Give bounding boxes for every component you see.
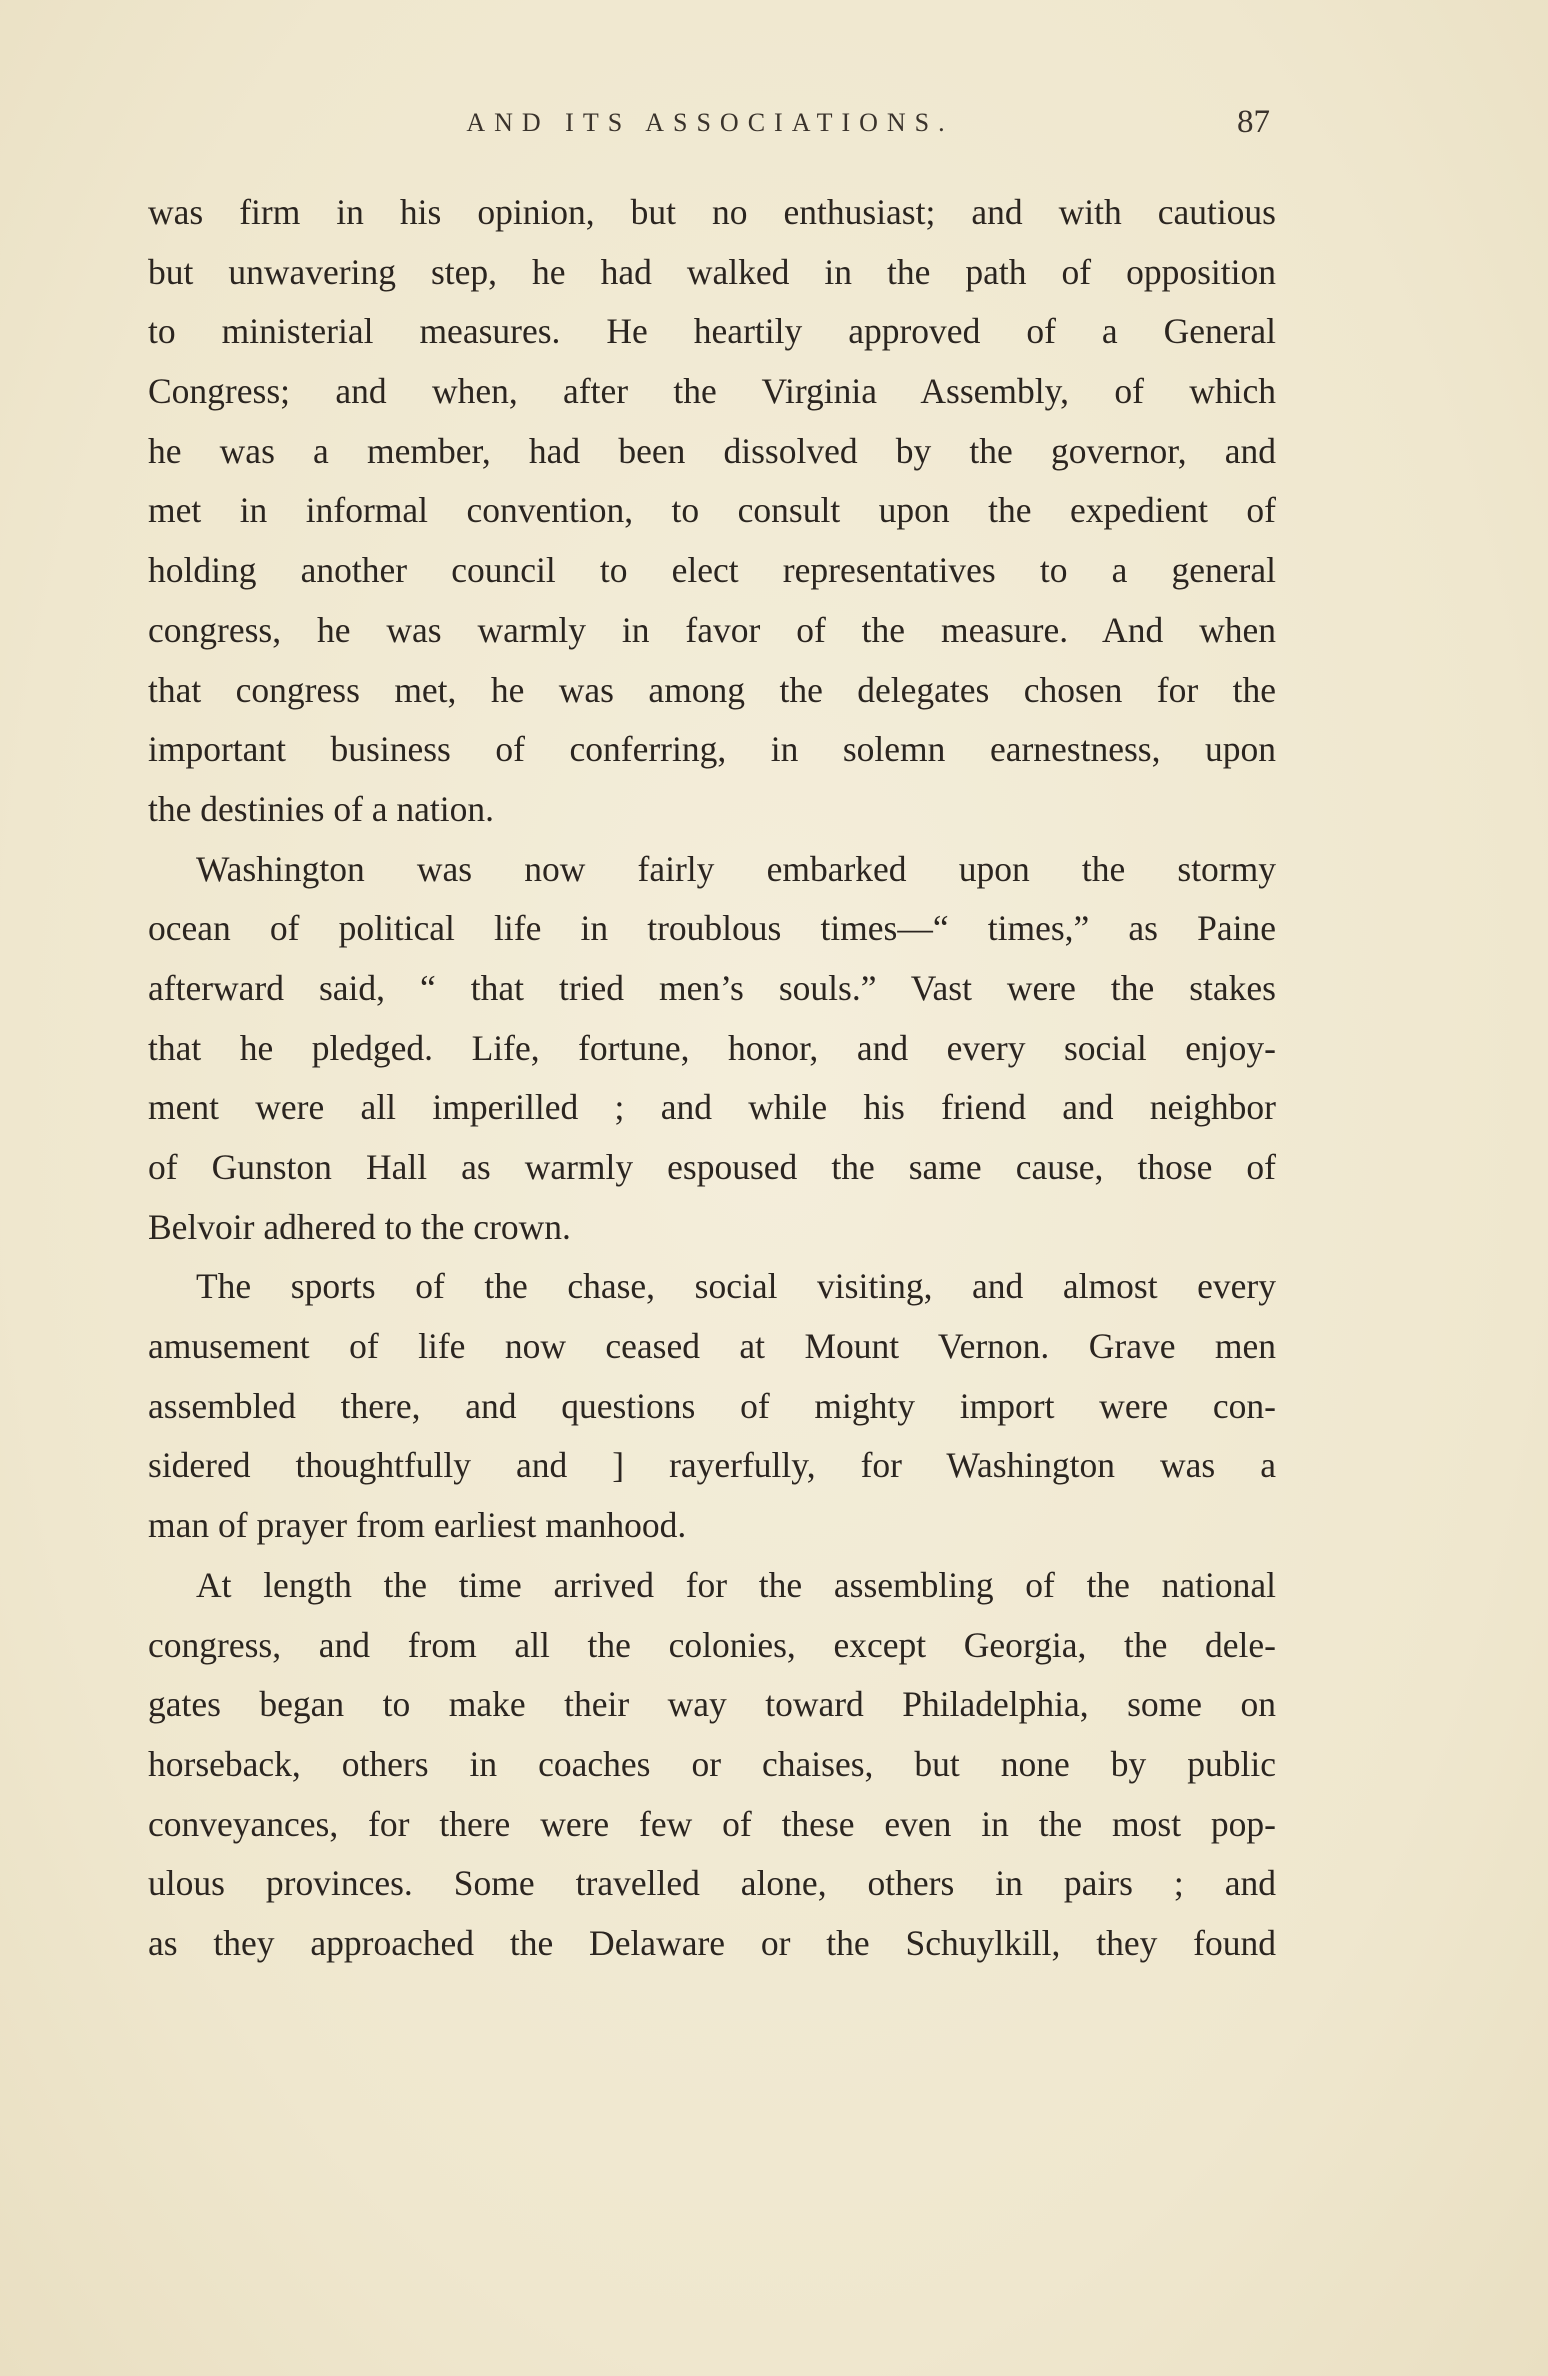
page-number: 87 <box>1237 104 1270 140</box>
text-line: to ministerial measures. He heartily approved of a General <box>148 311 1276 352</box>
text-line: he was a member, had been dissolved by the governor, and <box>148 430 1276 471</box>
paragraph-end-line: man of prayer from earliest manhood. <box>148 1505 687 1546</box>
text-line: congress, and from all the colonies, except Georgia, the dele- <box>148 1624 1276 1665</box>
text-line: holding another council to elect representatives to a general <box>148 550 1276 591</box>
text-line: as they approached the Delaware or the Schuylkill, they found <box>148 1922 1276 1963</box>
running-title: AND ITS ASSOCIATIONS. <box>466 108 954 137</box>
text-line: sidered thoughtfully and ] rayerfully, for Washington was a <box>148 1445 1276 1486</box>
text-line: congress, he was warmly in favor of the measure. And when <box>148 609 1276 650</box>
text-line: important business of conferring, in solemn earnestness, upon <box>148 729 1276 770</box>
paragraph-start-line: The sports of the chase, social visiting, and almost every <box>196 1266 1276 1307</box>
text-line: but unwavering step, he had walked in the path of opposition <box>148 251 1276 292</box>
text-line: was firm in his opinion, but no enthusiast; and with cautious <box>148 192 1276 232</box>
text-line: ment were all imperilled ; and while his friend and neighbor <box>148 1087 1276 1128</box>
text-line: that he pledged. Life, fortune, honor, and every social enjoy- <box>148 1027 1276 1068</box>
text-line: conveyances, for there were few of these even in the most pop- <box>148 1803 1276 1844</box>
text-line: ocean of political life in troublous times—“ times,” as Paine <box>148 908 1276 949</box>
body-text <box>148 183 1276 1974</box>
text-line: of Gunston Hall as warmly espoused the same cause, those of <box>148 1147 1276 1187</box>
text-line: assembled there, and questions of mighty import were con- <box>148 1385 1276 1426</box>
paragraph-start-line: At length the time arrived for the assembling of the national <box>196 1564 1276 1605</box>
text-line: met in informal convention, to consult upon the expedient of <box>148 490 1276 531</box>
text-line: Congress; and when, after the Virginia Assembly, of which <box>148 371 1276 412</box>
text-line: gates began to make their way toward Philadelphia, some on <box>148 1684 1276 1725</box>
paragraph-end-line: Belvoir adhered to the crown. <box>148 1206 571 1247</box>
paragraph-end-line: the destinies of a nation. <box>148 788 495 829</box>
text-line: afterward said, “ that tried men’s souls.” Vast were the stakes <box>148 967 1276 1008</box>
running-head <box>150 104 1270 148</box>
text-line: horseback, others in coaches or chaises, but none by public <box>148 1743 1276 1784</box>
text-line: amusement of life now ceased at Mount Vernon. Grave men <box>148 1326 1276 1367</box>
text-line: that congress met, he was among the delegates chosen for the <box>148 669 1276 710</box>
text-line: ulous provinces. Some travelled alone, others in pairs ; and <box>148 1863 1276 1904</box>
paragraph-start-line: Washington was now fairly embarked upon the stormy <box>196 848 1276 889</box>
